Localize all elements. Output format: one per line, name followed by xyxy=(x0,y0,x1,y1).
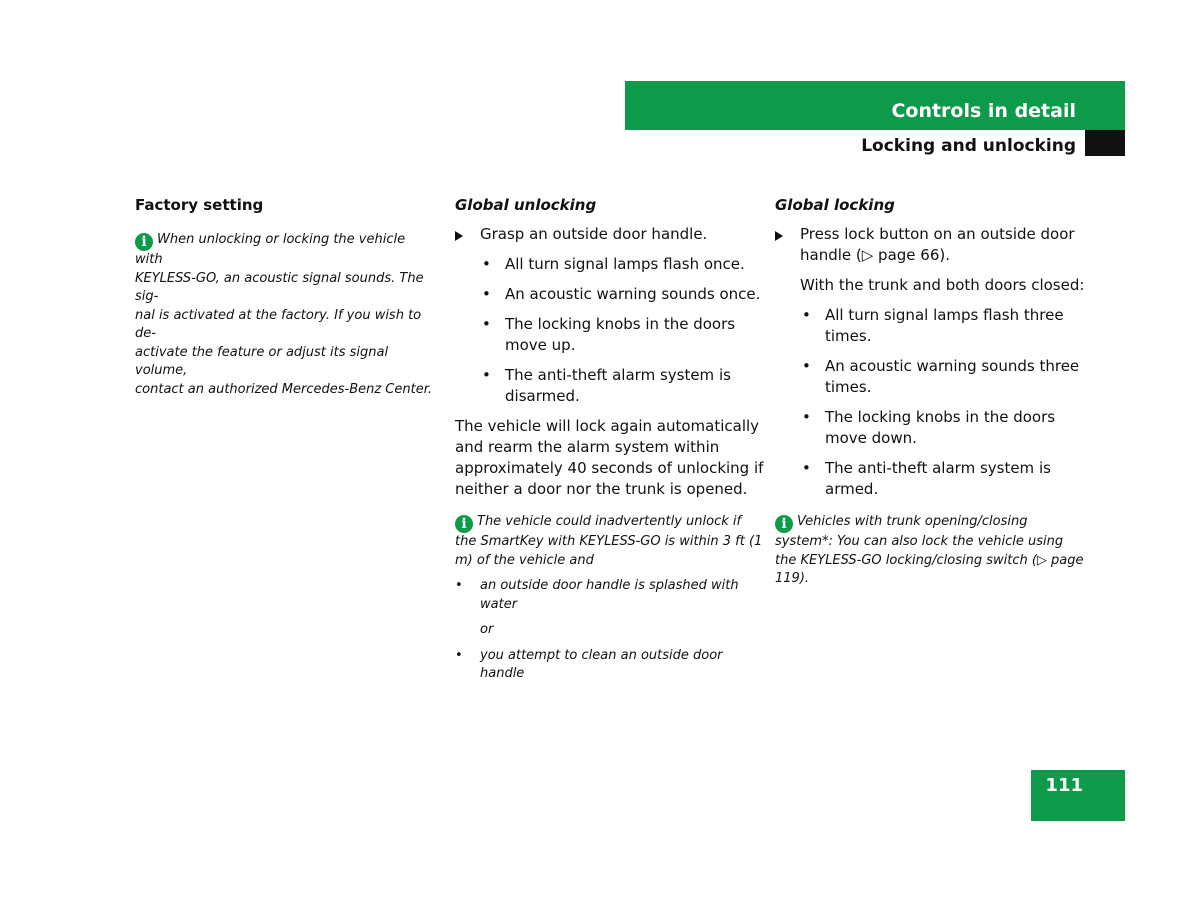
list-item-text: All turn signal lamps flash once. xyxy=(505,255,745,273)
unlock-step-text: Grasp an outside door handle. xyxy=(480,225,708,243)
note-list-item xyxy=(455,577,765,614)
info-icon: i xyxy=(775,515,793,533)
note-line: KEYLESS-GO, an acoustic signal sounds. The sig- xyxy=(135,270,424,304)
chapter-title: Controls in detail xyxy=(891,100,1076,122)
list-item-text: The anti-theft alarm system is disarmed. xyxy=(505,366,731,405)
bullet-icon: • xyxy=(802,357,811,375)
step-arrow-icon xyxy=(775,231,783,241)
bullet-icon: • xyxy=(802,306,811,324)
note-list-item-text: an outside door handle is splashed with water xyxy=(480,578,739,612)
global-locking-heading: Global locking xyxy=(775,196,895,214)
column-global-unlocking xyxy=(455,195,765,684)
lock-results-list xyxy=(775,305,1085,500)
note-or: or xyxy=(480,622,494,637)
section-title: Locking and unlocking xyxy=(861,136,1076,156)
list-item xyxy=(455,314,765,356)
unlock-step xyxy=(455,224,765,245)
list-item xyxy=(775,356,1085,398)
lock-note xyxy=(775,513,1085,589)
column-global-locking xyxy=(775,195,1085,589)
bullet-icon: • xyxy=(455,578,463,593)
bullet-icon: • xyxy=(455,647,463,663)
lock-note-text: Vehicles with trunk opening/closing system*: You can also lock the vehicle using the KEYLESS-GO locking/closing switch (▷ page 119). xyxy=(775,514,1084,586)
bullet-icon: • xyxy=(482,285,491,303)
note-line: When unlocking or locking the vehicle with xyxy=(135,232,406,267)
list-item xyxy=(455,254,765,275)
global-unlocking-heading: Global unlocking xyxy=(455,196,597,214)
unlock-results-list xyxy=(455,254,765,407)
section-marker xyxy=(1085,130,1125,156)
note-list-item-text: you attempt to clean an outside door handle xyxy=(480,647,723,681)
list-item xyxy=(775,407,1085,449)
list-item xyxy=(775,305,1085,347)
info-icon: i xyxy=(455,515,473,533)
list-item-text: An acoustic warning sounds once. xyxy=(505,285,761,303)
list-item-text: The anti-theft alarm system is armed. xyxy=(825,459,1051,498)
bullet-icon: • xyxy=(802,408,811,426)
note-line: activate the feature or adjust its signal volume, xyxy=(135,344,389,378)
lock-condition: With the trunk and both doors closed: xyxy=(800,276,1085,294)
note-line: nal is activated at the factory. If you wish to de- xyxy=(135,307,422,341)
list-item-text: All turn signal lamps flash three times. xyxy=(825,306,1064,345)
factory-setting-heading: Factory setting xyxy=(135,196,264,214)
column-factory-setting xyxy=(135,195,435,399)
unlock-note-text: The vehicle could inadvertently unlock if the SmartKey with KEYLESS-GO is within 3 ft (1 m) of the vehicle and xyxy=(455,514,763,568)
factory-setting-note xyxy=(135,231,435,399)
page-number: 111 xyxy=(1045,775,1083,796)
bullet-icon: • xyxy=(802,459,811,477)
lock-step-text: Press lock button on an outside door handle (▷ page 66). xyxy=(800,225,1075,264)
bullet-icon: • xyxy=(482,366,491,384)
bullet-icon: • xyxy=(482,315,491,333)
note-line: contact an authorized Mercedes-Benz Center. xyxy=(135,381,433,397)
list-item-text: The locking knobs in the doors move down. xyxy=(825,408,1056,447)
step-arrow-icon xyxy=(455,231,463,241)
list-item xyxy=(455,284,765,305)
list-item xyxy=(455,365,765,407)
list-item xyxy=(775,458,1085,500)
note-list-item xyxy=(455,647,765,684)
bullet-icon: • xyxy=(482,255,491,273)
list-item-text: The locking knobs in the doors move up. xyxy=(505,315,736,354)
list-item-text: An acoustic warning sounds three times. xyxy=(825,357,1080,396)
info-icon: i xyxy=(135,233,153,251)
unlock-note xyxy=(455,513,765,570)
relock-paragraph: The vehicle will lock again automatically and rearm the alarm system within approximately 40 seconds of unlocking if neither a door nor the trunk is opened. xyxy=(455,417,764,498)
lock-step xyxy=(775,224,1085,266)
